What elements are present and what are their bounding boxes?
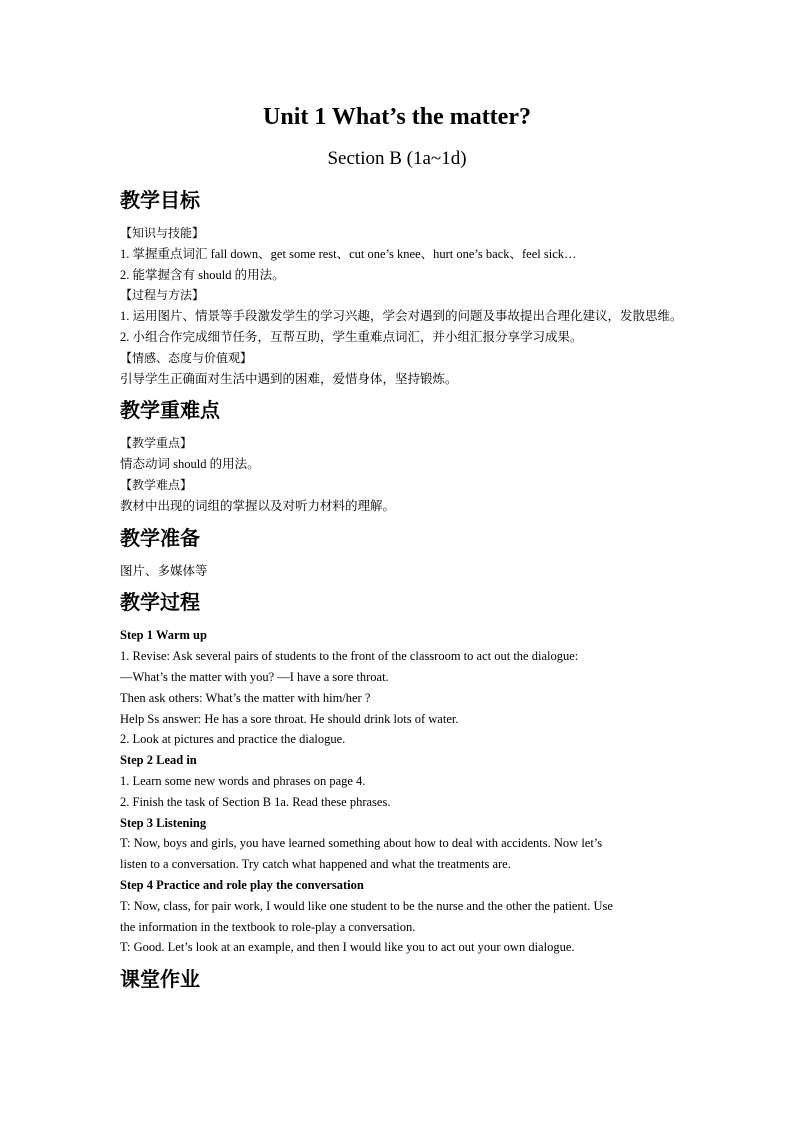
- step-1-line-3: Then ask others: What’s the matter with him/her ?: [120, 690, 371, 705]
- step-3-line-1: T: Now, boys and girls, you have learned something about how to deal with accidents. Now let’s: [120, 836, 603, 851]
- difficulty-item-1: 教材中出现的词组的掌握以及对听力材料的理解。: [120, 498, 396, 513]
- process-item-1: 1. 运用图片、情景等手段激发学生的学习兴趣，学会对遇到的问题及事故提出合理化建议，发散思维。: [120, 309, 683, 324]
- difficulty-tag: 【教学难点】: [120, 477, 193, 492]
- section-heading-key-points: 教学重难点: [120, 398, 220, 423]
- step-1-line-1: 1. Revise: Ask several pairs of students to the front of the classroom to act out the dialogue:: [120, 649, 579, 664]
- section-heading-procedure: 教学过程: [120, 590, 200, 615]
- knowledge-item-1: 1. 掌握重点词汇 fall down、get some rest、cut one’s knee、hurt one’s back、feel sick…: [120, 246, 577, 261]
- knowledge-item-2: 2. 能掌握含有 should 的用法。: [120, 267, 285, 282]
- section-heading-preparation: 教学准备: [120, 525, 200, 550]
- step-1-title: Step 1 Warm up: [120, 628, 207, 643]
- step-1-line-5: 2. Look at pictures and practice the dialogue.: [120, 732, 346, 747]
- step-1-line-2: —What’s the matter with you? —I have a sore throat.: [120, 669, 389, 684]
- step-4-line-3: T: Good. Let’s look at an example, and then I would like you to act out your own dialogue.: [120, 940, 575, 955]
- step-1-line-4: Help Ss answer: He has a sore throat. He should drink lots of water.: [120, 711, 459, 726]
- emotion-tag: 【情感、态度与价值观】: [120, 350, 253, 365]
- focus-tag: 【教学重点】: [120, 436, 193, 451]
- document-subtitle: Section B (1a~1d): [327, 148, 467, 169]
- step-4-line-2: the information in the textbook to role-play a conversation.: [120, 919, 416, 934]
- emotion-item-1: 引导学生正确面对生活中遇到的困难，爱惜身体，坚持锻炼。: [120, 371, 458, 386]
- step-4-line-1: T: Now, class, for pair work, I would like one student to be the nurse and the other the patient. Use: [120, 898, 613, 913]
- step-3-title: Step 3 Listening: [120, 815, 207, 830]
- step-4-title: Step 4 Practice and role play the conversation: [120, 877, 364, 892]
- process-item-2: 2. 小组合作完成细节任务，互帮互助，学生重难点词汇，并小组汇报分享学习成果。: [120, 329, 583, 344]
- section-heading-homework: 课堂作业: [120, 967, 200, 992]
- document-title: Unit 1 What’s the matter?: [263, 104, 531, 130]
- preparation-text: 图片、多媒体等: [120, 563, 208, 578]
- step-2-title: Step 2 Lead in: [120, 753, 197, 768]
- section-heading-objectives: 教学目标: [120, 188, 200, 212]
- document-body: [120, 185, 690, 994]
- step-3-line-2: listen to a conversation. Try catch what happened and what the treatments are.: [120, 857, 511, 872]
- focus-item-1: 情态动词 should 的用法。: [120, 457, 260, 472]
- step-2-line-1: 1. Learn some new words and phrases on page 4.: [120, 773, 366, 788]
- process-tag: 【过程与方法】: [120, 288, 205, 303]
- knowledge-tag: 【知识与技能】: [120, 226, 205, 240]
- step-2-line-2: 2. Finish the task of Section B 1a. Read these phrases.: [120, 794, 391, 809]
